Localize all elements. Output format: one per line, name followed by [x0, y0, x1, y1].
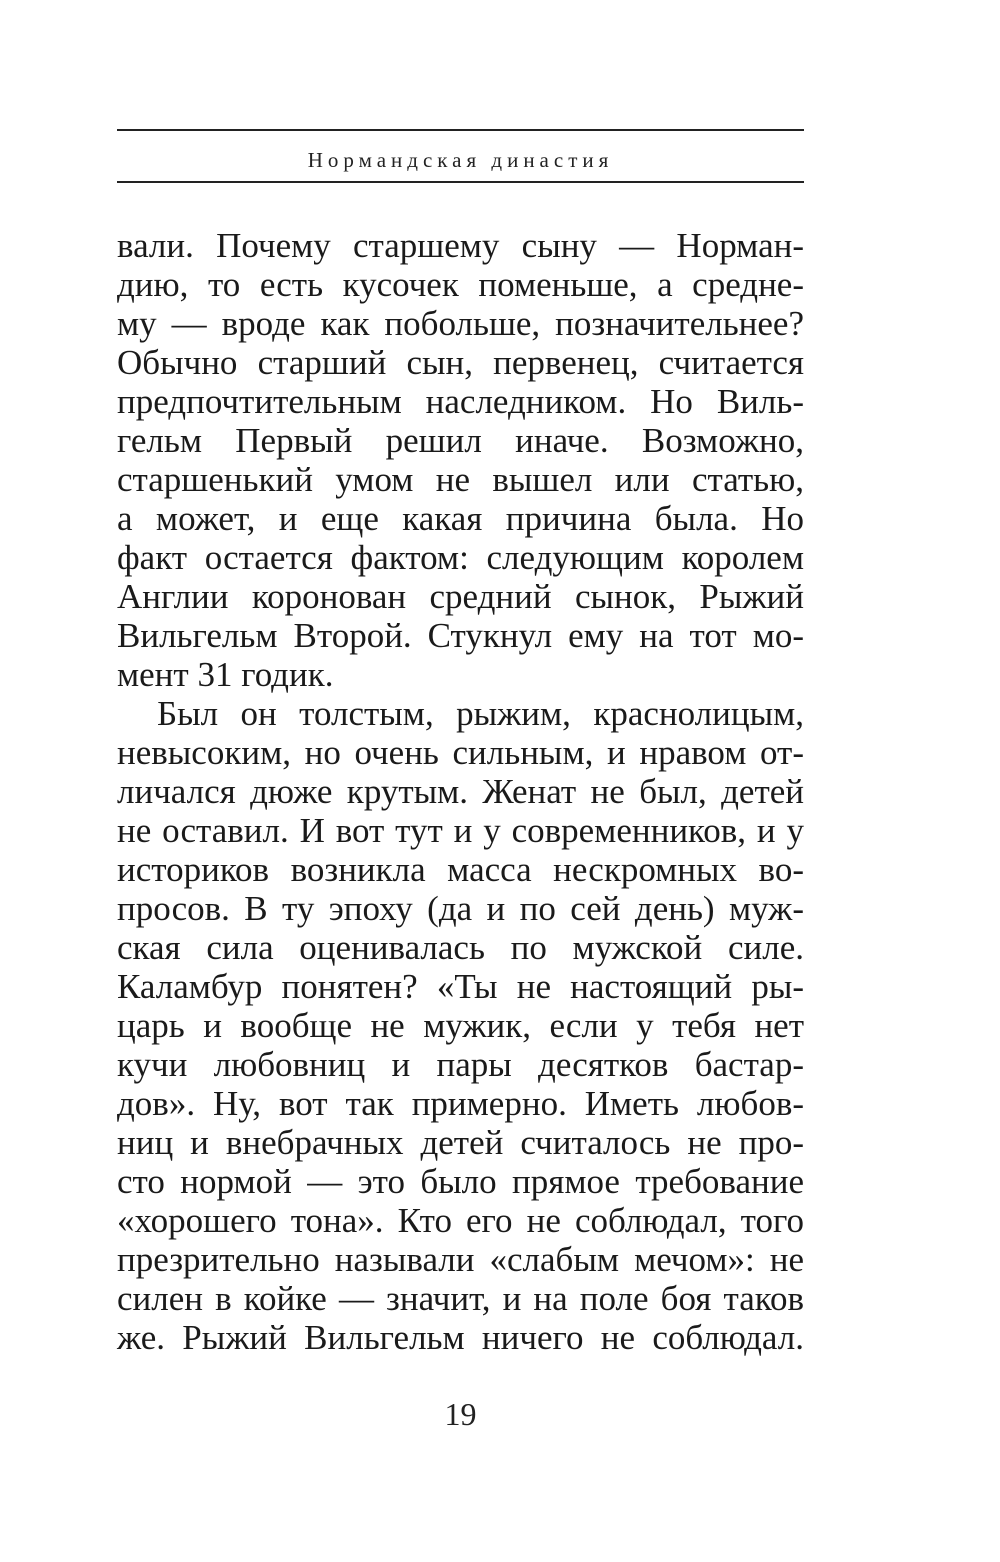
text-line: гельм Первый решил иначе. Возможно, [117, 421, 804, 460]
paragraph [117, 226, 804, 694]
text-line: мент 31 годик. [117, 655, 334, 694]
text-line: Обычно старший сын, первенец, считается [117, 343, 804, 382]
text-line: ниц и внебрачных детей считалось не про- [117, 1123, 804, 1162]
text-line: «хорошего тона». Кто его не соблюдал, того [117, 1201, 804, 1240]
text-line: личался дюже крутым. Женат не был, детей [117, 772, 804, 811]
text-line: царь и вообще не мужик, если у тебя нет [117, 1006, 804, 1045]
running-head: Нормандская династия [307, 148, 614, 172]
text-line: историков возникла масса нескромных во- [117, 850, 804, 889]
text-line: ская сила оценивалась по мужской силе. [117, 928, 804, 967]
text-line: Каламбур понятен? «Ты не настоящий ры- [117, 967, 804, 1006]
text-line: кучи любовниц и пары десятков бастар- [117, 1045, 804, 1084]
text-line: презрительно называли «слабым мечом»: не [117, 1240, 804, 1279]
text-line: факт остается фактом: следующим королем [117, 538, 804, 577]
text-line: дов». Ну, вот так примерно. Иметь любов- [117, 1084, 804, 1123]
text-line: не оставил. И вот тут и у современников, и у [117, 811, 804, 850]
text-line: а может, и еще какая причина была. Но [117, 499, 804, 538]
text-line: дию, то есть кусочек поменьше, а средне- [117, 265, 804, 304]
text-line: старшенький умом не вышел или статью, [117, 460, 804, 499]
text-line: невысоким, но очень сильным, и нравом от- [117, 733, 804, 772]
text-line: силен в койке — значит, и на поле боя таков [117, 1279, 804, 1318]
text-line: предпочтительным наследником. Но Виль- [117, 382, 804, 421]
text-line: вали. Почему старшему сыну — Норман- [117, 226, 804, 265]
header-rule-top [117, 129, 804, 131]
text-line: Англии коронован средний сынок, Рыжий [117, 577, 804, 616]
body-text [117, 226, 804, 1357]
text-line: Был он толстым, рыжим, краснолицым, [157, 694, 804, 733]
header-rule-bottom [117, 181, 804, 183]
paragraph [117, 694, 804, 1357]
text-line: Вильгельм Второй. Стукнул ему на тот мо- [117, 616, 804, 655]
text-line: же. Рыжий Вильгельм ничего не соблюдал. [117, 1318, 804, 1357]
text-line: сто нормой — это было прямое требование [117, 1162, 804, 1201]
text-line: просов. В ту эпоху (да и по сей день) муж- [117, 889, 804, 928]
text-line: му — вроде как побольше, позначительнее? [117, 304, 804, 343]
page-number: 19 [444, 1396, 477, 1432]
